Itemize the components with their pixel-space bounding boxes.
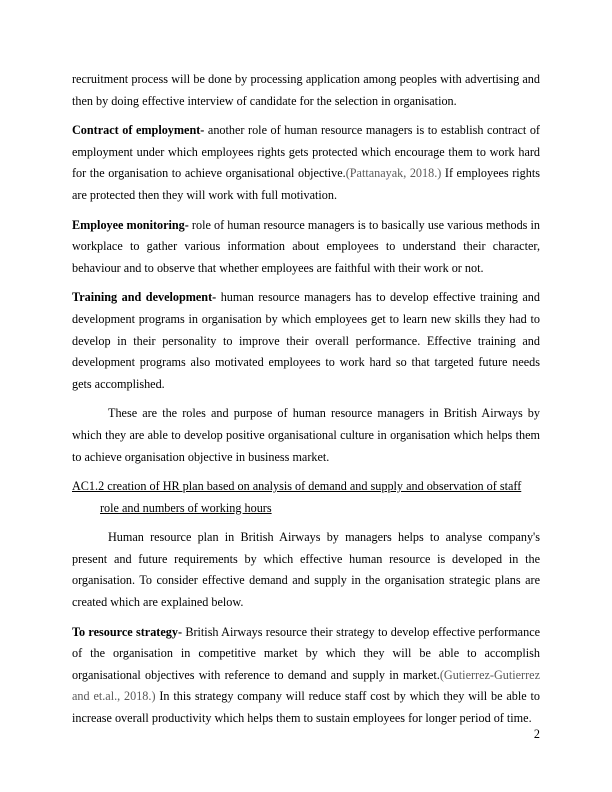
contract-text: another role of human resource managers is to establish contract of employment under which employees rights gets protected which encourage them to work hard for the organisation to achieve organisational objective. [72,123,540,181]
contract-citation: (Pattanayak, 2018.) [345,166,442,181]
contract-title: Contract of employment- [72,123,205,138]
training-title: Training and development- [72,290,217,305]
training-text: human resource managers has to develop effective training and development programs in organisation by which employees get to learn new skills they had to develop in their personality to improve their overall performance. Effective training and development programs also motivated employees to work hard so that targeted future needs gets accomplished. [72,290,540,391]
section-heading: AC1.2 creation of HR plan based on analysis of demand and supply and observation of staff role and numbers of working hours [72,479,522,515]
monitoring-paragraph [72,215,540,280]
training-paragraph [72,287,540,395]
resource-strategy-paragraph [72,622,540,730]
hr-plan-paragraph: Human resource plan in British Airways by managers helps to analyse company's present and future requirements by which effective human resource is developed in the organisation. To consider effective demand and supply in the organisation strategic plans are created which are explained below. [72,530,540,610]
page-number: 2 [533,727,540,741]
resource-strategy-text-after: In this strategy company will reduce staff cost by which they will be able to increase overall productivity which helps them to sustain employees for longer period of time. [72,689,540,726]
monitoring-text: role of human resource managers is to basically use various methods in workplace to gather various information about employees to understand their character, behaviour and to observe that whether employees are faithful with their work or not. [72,217,540,275]
summary-paragraph: These are the roles and purpose of human resource managers in British Airways by which they are able to develop positive organisational culture in organisation which helps them to achieve organisation objective in business market. [72,406,540,464]
resource-strategy-title: To resource strategy- [72,624,183,639]
resource-strategy-text: British Airways resource their strategy to develop effective performance of the organisation in competitive market by which they will be able to accomplish organisational objectives with reference to demand and supply in market. [72,624,541,682]
contract-text-after: If employees rights are protected then they will work with full motivation. [72,166,540,202]
resource-strategy-citation: (Gutierrez-Gutierrez and et.al., 2018.) [72,667,540,704]
monitoring-title: Employee monitoring- [72,217,189,232]
contract-paragraph [72,120,540,206]
intro-paragraph: recruitment process will be done by processing application among peoples with advertising and then by doing effective interview of candidate for the selection in organisation. [72,72,540,108]
document-body [72,69,540,738]
